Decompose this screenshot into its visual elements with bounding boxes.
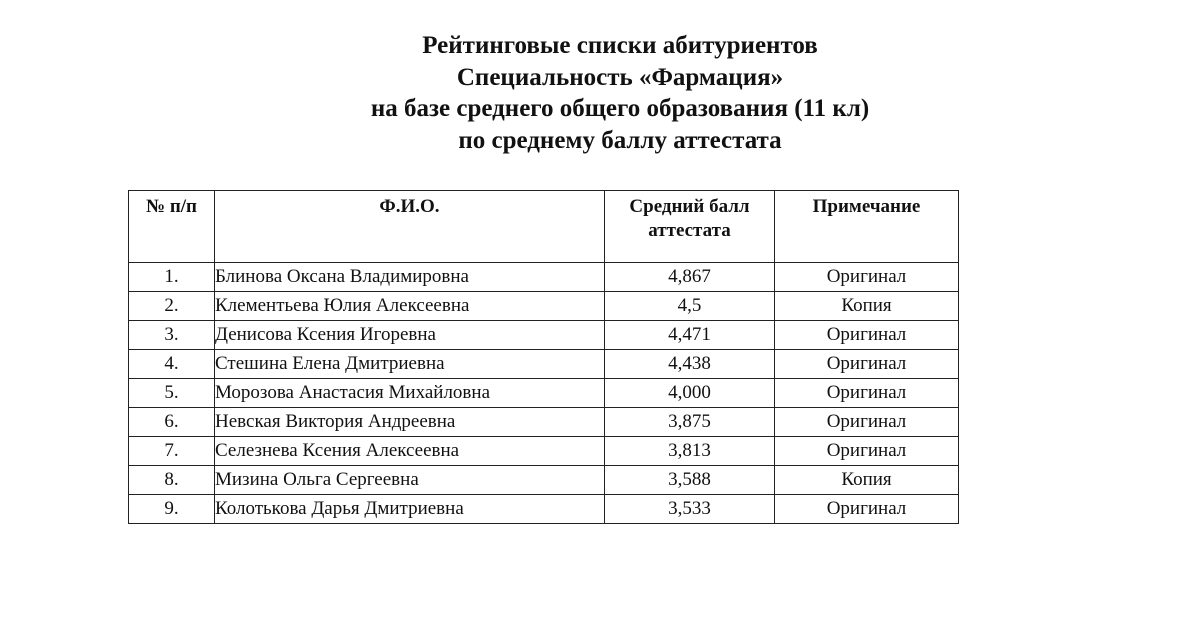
- cell-score: 4,000: [605, 379, 775, 408]
- cell-note: Оригинал: [775, 408, 959, 437]
- cell-note: Копия: [775, 466, 959, 495]
- rating-table: [128, 190, 959, 524]
- cell-score: 4,867: [605, 263, 775, 292]
- cell-score: 4,5: [605, 292, 775, 321]
- cell-name: Невская Виктория Андреевна: [215, 408, 605, 437]
- table-row: [129, 379, 959, 408]
- cell-score: 3,588: [605, 466, 775, 495]
- cell-num: 2.: [129, 292, 215, 321]
- cell-note: Оригинал: [775, 350, 959, 379]
- cell-note: Оригинал: [775, 495, 959, 524]
- cell-score: 3,533: [605, 495, 775, 524]
- document-title: [320, 30, 920, 156]
- table-row: [129, 263, 959, 292]
- cell-note: Копия: [775, 292, 959, 321]
- cell-name: Морозова Анастасия Михайловна: [215, 379, 605, 408]
- header-name: Ф.И.О.: [215, 191, 605, 263]
- table-row: [129, 292, 959, 321]
- table-row: [129, 495, 959, 524]
- cell-num: 9.: [129, 495, 215, 524]
- cell-note: Оригинал: [775, 263, 959, 292]
- title-line-3: на базе среднего общего образования (11 кл): [370, 95, 870, 122]
- header-num: № п/п: [129, 191, 215, 263]
- cell-score: 4,471: [605, 321, 775, 350]
- table-row: [129, 437, 959, 466]
- cell-name: Колотькова Дарья Дмитриевна: [215, 495, 605, 524]
- cell-num: 6.: [129, 408, 215, 437]
- cell-score: 3,813: [605, 437, 775, 466]
- cell-num: 8.: [129, 466, 215, 495]
- cell-num: 4.: [129, 350, 215, 379]
- cell-name: Мизина Ольга Сергеевна: [215, 466, 605, 495]
- table-row: [129, 321, 959, 350]
- table-row: [129, 350, 959, 379]
- cell-score: 4,438: [605, 350, 775, 379]
- title-line-1: Рейтинговые списки абитуриентов: [422, 32, 818, 59]
- cell-num: 3.: [129, 321, 215, 350]
- title-line-4: по среднему баллу аттестата: [458, 126, 782, 154]
- cell-name: Клементьева Юлия Алексеевна: [215, 292, 605, 321]
- header-row: [129, 191, 959, 263]
- cell-num: 7.: [129, 437, 215, 466]
- header-score: Средний балл аттестата: [605, 191, 775, 263]
- cell-score: 3,875: [605, 408, 775, 437]
- cell-num: 1.: [129, 263, 215, 292]
- table-body: [129, 263, 959, 524]
- title-line-2: Специальность «Фармация»: [456, 63, 784, 91]
- cell-name: Блинова Оксана Владимировна: [215, 263, 605, 292]
- cell-name: Селезнева Ксения Алексеевна: [215, 437, 605, 466]
- header-note: Примечание: [775, 191, 959, 263]
- cell-note: Оригинал: [775, 437, 959, 466]
- cell-note: Оригинал: [775, 379, 959, 408]
- cell-name: Стешина Елена Дмитриевна: [215, 350, 605, 379]
- table-row: [129, 408, 959, 437]
- cell-name: Денисова Ксения Игоревна: [215, 321, 605, 350]
- table-header: [129, 191, 959, 263]
- cell-note: Оригинал: [775, 321, 959, 350]
- cell-num: 5.: [129, 379, 215, 408]
- table-row: [129, 466, 959, 495]
